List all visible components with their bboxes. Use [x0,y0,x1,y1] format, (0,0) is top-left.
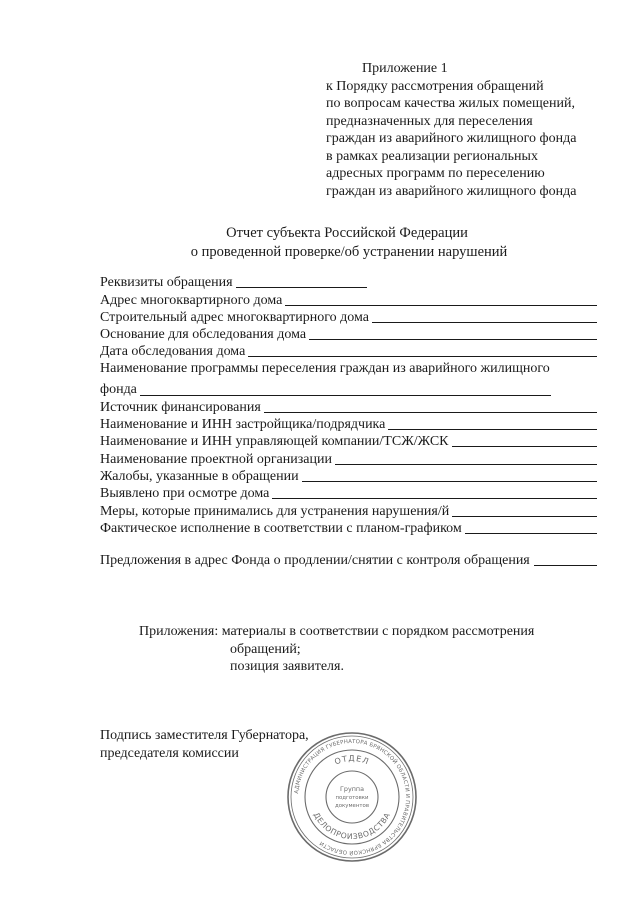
field-label: Строительный адрес многоквартирного дома [100,309,369,325]
appendix-line: по вопросам качества жилых помещений, [326,96,575,111]
stamp-center-line: Группа [339,785,365,793]
field-label: Предложения в адрес Фонда о продлении/снятии с контроля обращения [100,553,530,568]
appendix-line: предназначенных для переселения [326,113,533,129]
field-label: Источник финансирования [100,399,261,415]
appendix-line: к Порядку рассмотрения обращений [326,78,544,94]
appendix-line: граждан из аварийного жилищного фонда [326,131,577,146]
svg-text:ОТДЕЛ [333,754,370,767]
field-label: Наименование и ИНН управляющей компании/ТСЖ/ЖСК [100,434,449,450]
fill-line[interactable] [335,463,597,465]
field-inspection-findings[interactable] [100,485,597,502]
field-request-details[interactable] [100,274,597,291]
attachments-item: материалы в соответствии с порядком рассмотрения [221,624,535,639]
fill-line[interactable] [248,355,597,357]
stamp-inner-bottom: ДЕЛОПРОИЗВОДСТВА [311,810,393,842]
field-actual-execution[interactable] [100,520,597,537]
fill-line[interactable] [452,445,598,447]
field-construction-address[interactable] [100,309,597,326]
attachments-block [139,623,534,676]
fill-line[interactable] [272,497,597,499]
field-label: Жалобы, указанные в обращении [100,468,299,484]
fill-line[interactable] [372,321,597,323]
stamp-ring-text: АДМИНИСТРАЦИЯ ГУБЕРНАТОРА БРЯНСКОЙ ОБЛАСТИ И ПРАВИТЕЛЬСТВА БРЯНСКОЙ ОБЛАСТИ [294,738,411,856]
field-design-organization[interactable] [100,450,597,467]
field-building-address[interactable] [100,291,597,308]
signature-line: председателя комиссии [100,746,239,761]
appendix-line: граждан из аварийного жилищного фонда [326,183,577,199]
attachments-item: обращений; [230,641,301,657]
field-label: Наименование проектной организации [100,451,332,467]
report-title [0,224,640,262]
field-label: Основание для обследования дома [100,327,307,343]
field-label: Дата обследования дома [100,344,246,360]
field-program-name[interactable] [100,360,597,398]
stamp-center-line: подготовки [335,795,369,801]
fill-line[interactable] [236,286,367,288]
field-inspection-date[interactable] [100,343,597,360]
report-fields [100,274,597,537]
official-stamp [286,731,418,863]
attachments-label: Приложения: [139,624,219,639]
field-label: Наименование и ИНН застройщика/подрядчика [100,417,386,433]
field-label: Наименование программы переселения граждан из аварийного жилищного [100,361,550,377]
fill-line[interactable] [285,304,597,306]
field-measures-taken[interactable] [100,502,597,519]
fill-line[interactable] [465,532,597,534]
field-inspection-basis[interactable] [100,326,597,343]
field-developer-inn[interactable] [100,416,597,433]
fill-line[interactable] [388,428,597,430]
field-proposals[interactable] [100,553,597,569]
report-title-line: о проведенной проверке/об устранении нарушений [190,244,508,260]
field-label: Фактическое исполнение в соответствии с планом-графиком [100,520,462,536]
field-label: Реквизиты обращения [100,275,233,291]
stamp-center-line: документов [335,803,369,809]
fill-line[interactable] [452,515,597,517]
field-complaints[interactable] [100,468,597,485]
fill-line[interactable] [264,411,597,413]
field-label-continued: фонда [100,381,137,397]
fill-line[interactable] [302,480,597,482]
appendix-header [326,60,576,200]
stamp-inner-top: ОТДЕЛ [333,753,371,767]
report-title-line: Отчет субъекта Российской Федерации [226,225,468,241]
fill-line[interactable] [309,338,597,340]
signature-block [100,727,309,763]
field-management-company-inn[interactable] [100,433,597,450]
field-label: Меры, которые принимались для устранения нарушения/й [100,503,450,519]
appendix-heading: Приложение 1 [362,61,448,76]
field-funding-source[interactable] [100,398,597,415]
attachments-item: позиция заявителя. [230,659,344,674]
appendix-line: в рамках реализации региональных [326,148,538,164]
fill-line[interactable] [534,565,597,566]
field-label: Адрес многоквартирного дома [100,292,283,308]
appendix-line: адресных программ по переселению [326,166,545,181]
svg-text:ДЕЛОПРОИЗВОДСТВА [312,811,392,841]
fill-line[interactable] [140,378,551,397]
signature-line: Подпись заместителя Губернатора, [100,728,309,743]
field-label: Выявлено при осмотре дома [100,486,270,502]
